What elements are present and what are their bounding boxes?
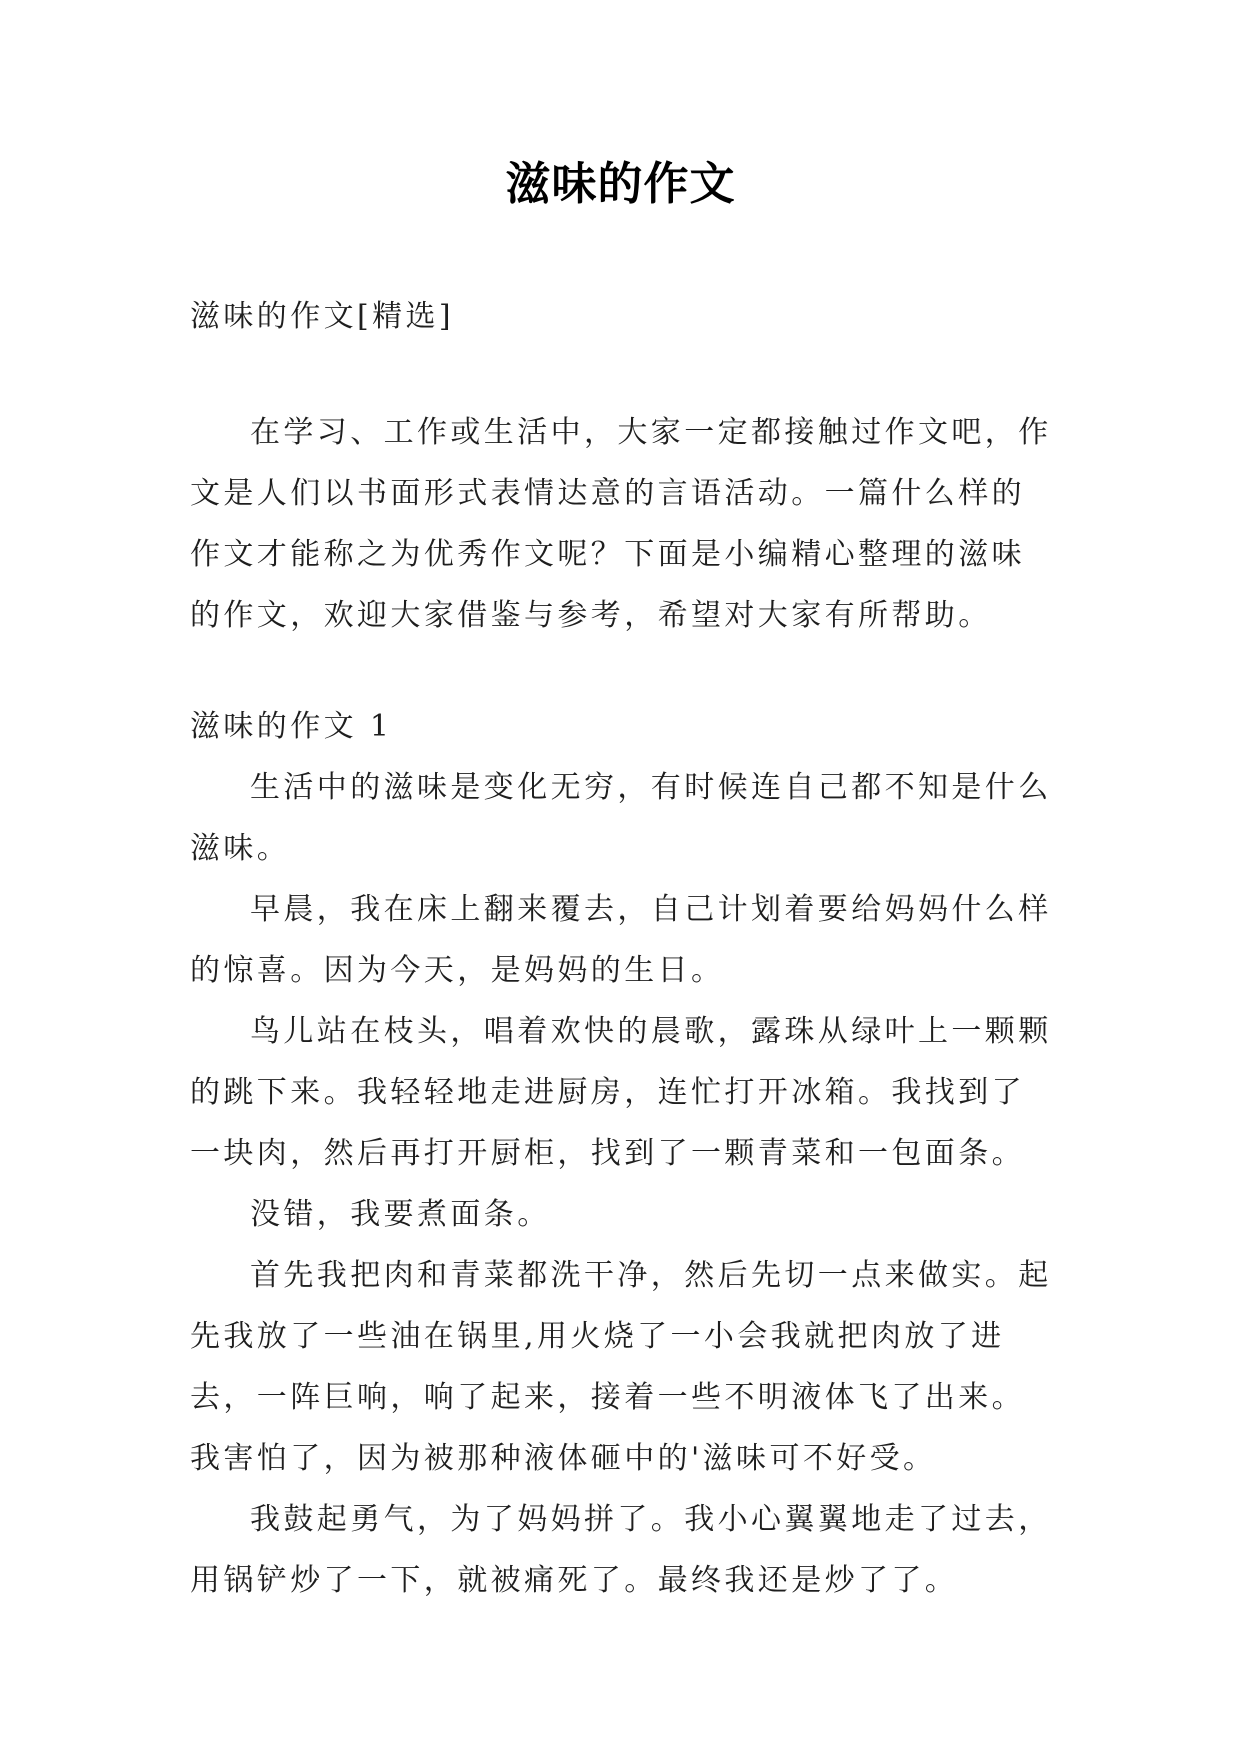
- document-subtitle: [190, 286, 1055, 347]
- essay-paragraph: 鸟儿站在枝头，唱着欢快的晨歌，露珠从绿叶上一颗颗的跳下来。我轻轻地走进厨房，连忙打开冰箱。我找到了一块肉，然后再打开厨柜，找到了一颗青菜和一包面条。: [190, 1014, 1052, 1171]
- subtitle-text: 滋味的作文[精选]: [190, 299, 455, 334]
- essay-paragraph: 没错，我要煮面条。: [250, 1197, 551, 1232]
- document-title: 滋味的作文: [505, 157, 736, 210]
- essay-paragraph: 首先我把肉和青菜都洗干净，然后先切一点来做实。起先我放了一些油在锅里,用火烧了一小会我就把肉放了进去，一阵巨响，响了起来，接着一些不明液体飞了出来。我害怕了，因为被那种液体砸中的'滋味可不好受。: [190, 1258, 1052, 1476]
- essay-paragraph: 我鼓起勇气，为了妈妈拼了。我小心翼翼地走了过去，用锅铲炒了一下，就被痛死了。最终我还是炒了了。: [190, 1502, 1052, 1598]
- intro-paragraph: 在学习、工作或生活中，大家一定都接触过作文吧，作文是人们以书面形式表情达意的言语活动。一篇什么样的作文才能称之为优秀作文呢？下面是小编精心整理的滋味的作文，欢迎大家借鉴与参考，希望对大家有所帮助。: [190, 415, 1052, 633]
- essay-paragraph: 生活中的滋味是变化无穷，有时候连自己都不知是什么滋味。: [190, 770, 1052, 866]
- section-heading: 滋味的作文 1: [190, 709, 393, 744]
- intro-block: [190, 402, 1055, 646]
- essay-section: [190, 696, 1055, 1611]
- essay-paragraph: 早晨，我在床上翻来覆去，自己计划着要给妈妈什么样的惊喜。因为今天，是妈妈的生日。: [190, 892, 1052, 988]
